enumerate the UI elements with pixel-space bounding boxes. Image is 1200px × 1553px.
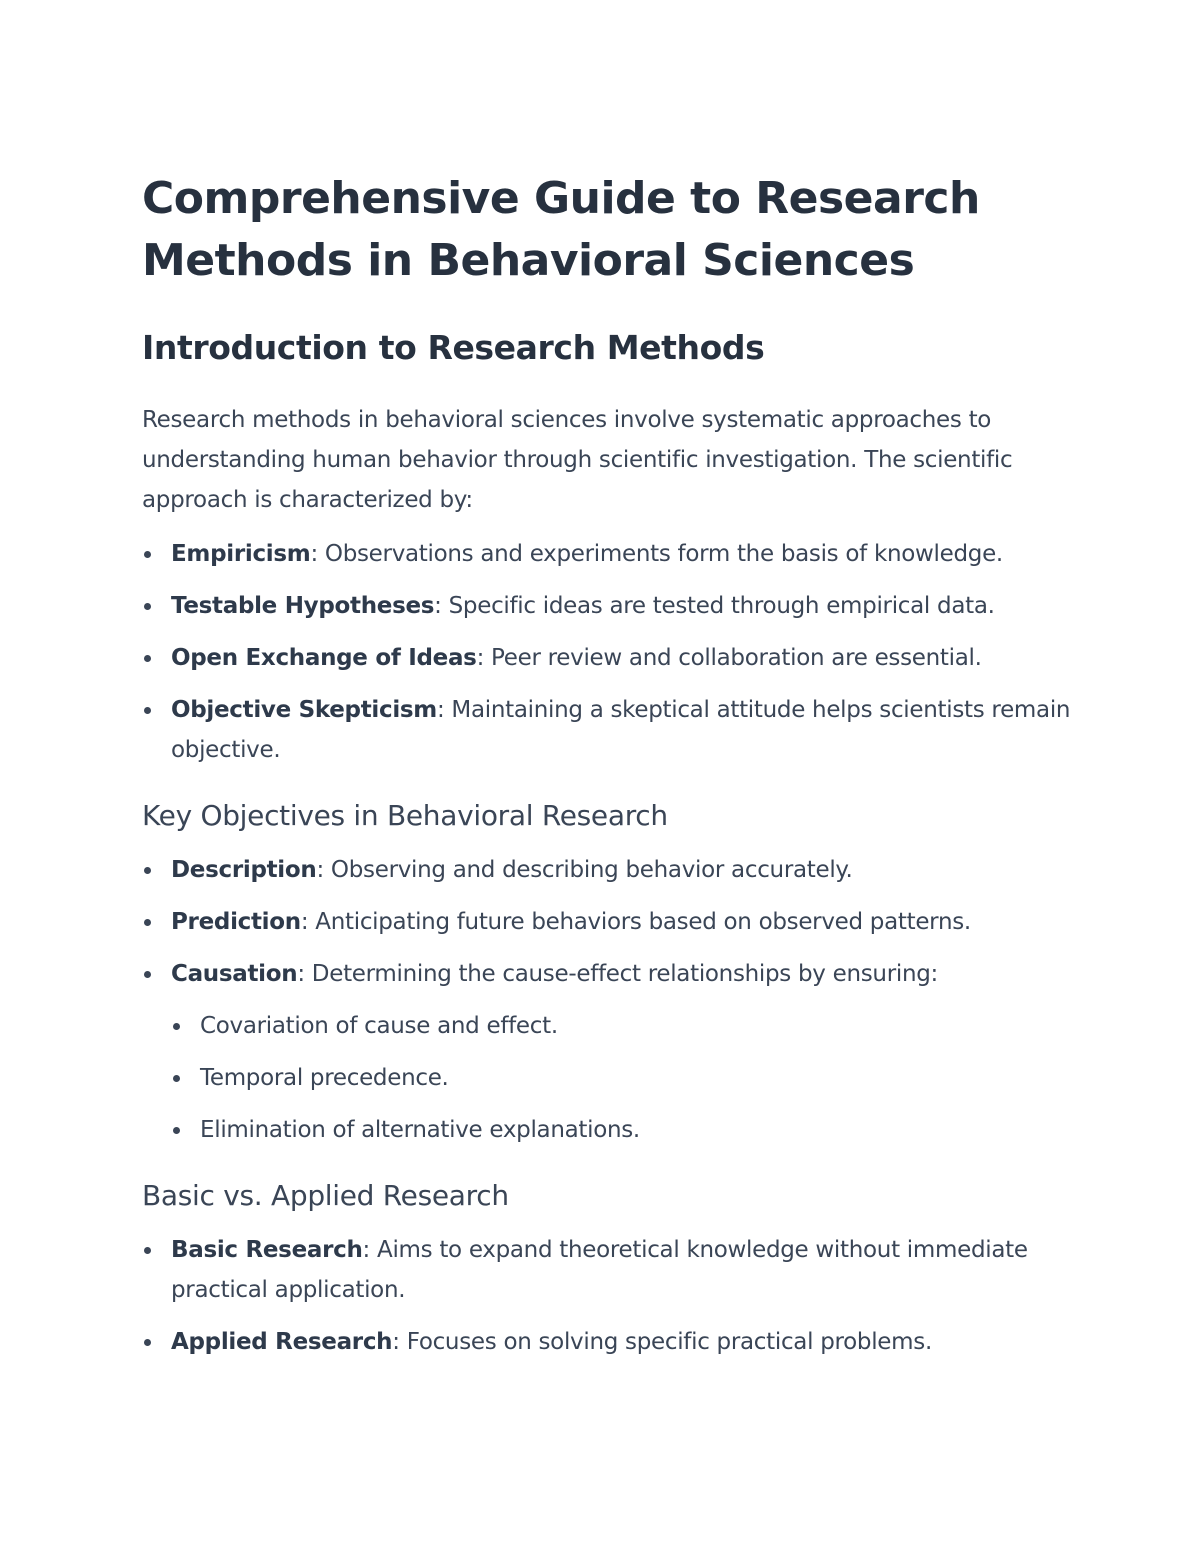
list-item-term: Empiricism [171,541,311,567]
section-heading-objectives: Key Objectives in Behavioral Research [142,799,668,832]
list-item-text: : Observing and describing behavior accurately. [316,857,853,883]
list-item-term: Causation [171,961,298,987]
sub-list-item: Covariation of cause and effect. [171,1006,1072,1046]
list-item [142,638,1072,678]
list-item-text: : Peer review and collaboration are essential. [476,645,982,671]
list-item-term: Objective Skepticism [171,697,437,723]
list-item-text: : Observations and experiments form the basis of knowledge. [310,541,1003,567]
causation-sublist [171,1006,1072,1150]
list-item [142,850,1072,890]
list-item [142,902,1072,942]
list-item [142,534,1072,574]
intro-paragraph: Research methods in behavioral sciences involve systematic approaches to understanding human behavior through scientific investigation. The scientific approach is characterized by: [142,407,1013,513]
list-item-text: : Aims to expand theoretical knowledge without immediate practical application. [171,1237,1028,1303]
list-item-term: Basic Research [171,1237,363,1263]
list-item-term: Description [171,857,317,883]
list-item-text: : Determining the cause-effect relationships by ensuring: [297,961,938,987]
list-item [142,954,1072,1150]
intro-list [142,534,1072,770]
sub-list-item: Elimination of alternative explanations. [171,1110,1072,1150]
list-item [142,1230,1072,1310]
list-item-term: Prediction [171,909,301,935]
list-item-text: : Maintaining a skeptical attitude helps scientists remain objective. [171,697,1071,763]
section-heading-introduction: Introduction to Research Methods [142,328,765,367]
document-page [142,168,1072,1362]
list-item [142,586,1072,626]
document-title: Comprehensive Guide to Research Methods in Behavioral Sciences [142,173,980,286]
objectives-list [142,850,1072,1150]
section-heading-basic-applied: Basic vs. Applied Research [142,1179,509,1212]
basic-applied-list [142,1230,1072,1362]
list-item-text: : Specific ideas are tested through empirical data. [434,593,995,619]
sub-list-item: Temporal precedence. [171,1058,1072,1098]
list-item-term: Testable Hypotheses [171,593,435,619]
list-item [142,690,1072,770]
list-item-text: : Anticipating future behaviors based on observed patterns. [300,909,971,935]
list-item [142,1322,1072,1362]
list-item-term: Open Exchange of Ideas [171,645,477,671]
list-item-text: : Focuses on solving specific practical problems. [392,1329,932,1355]
list-item-term: Applied Research [171,1329,393,1355]
